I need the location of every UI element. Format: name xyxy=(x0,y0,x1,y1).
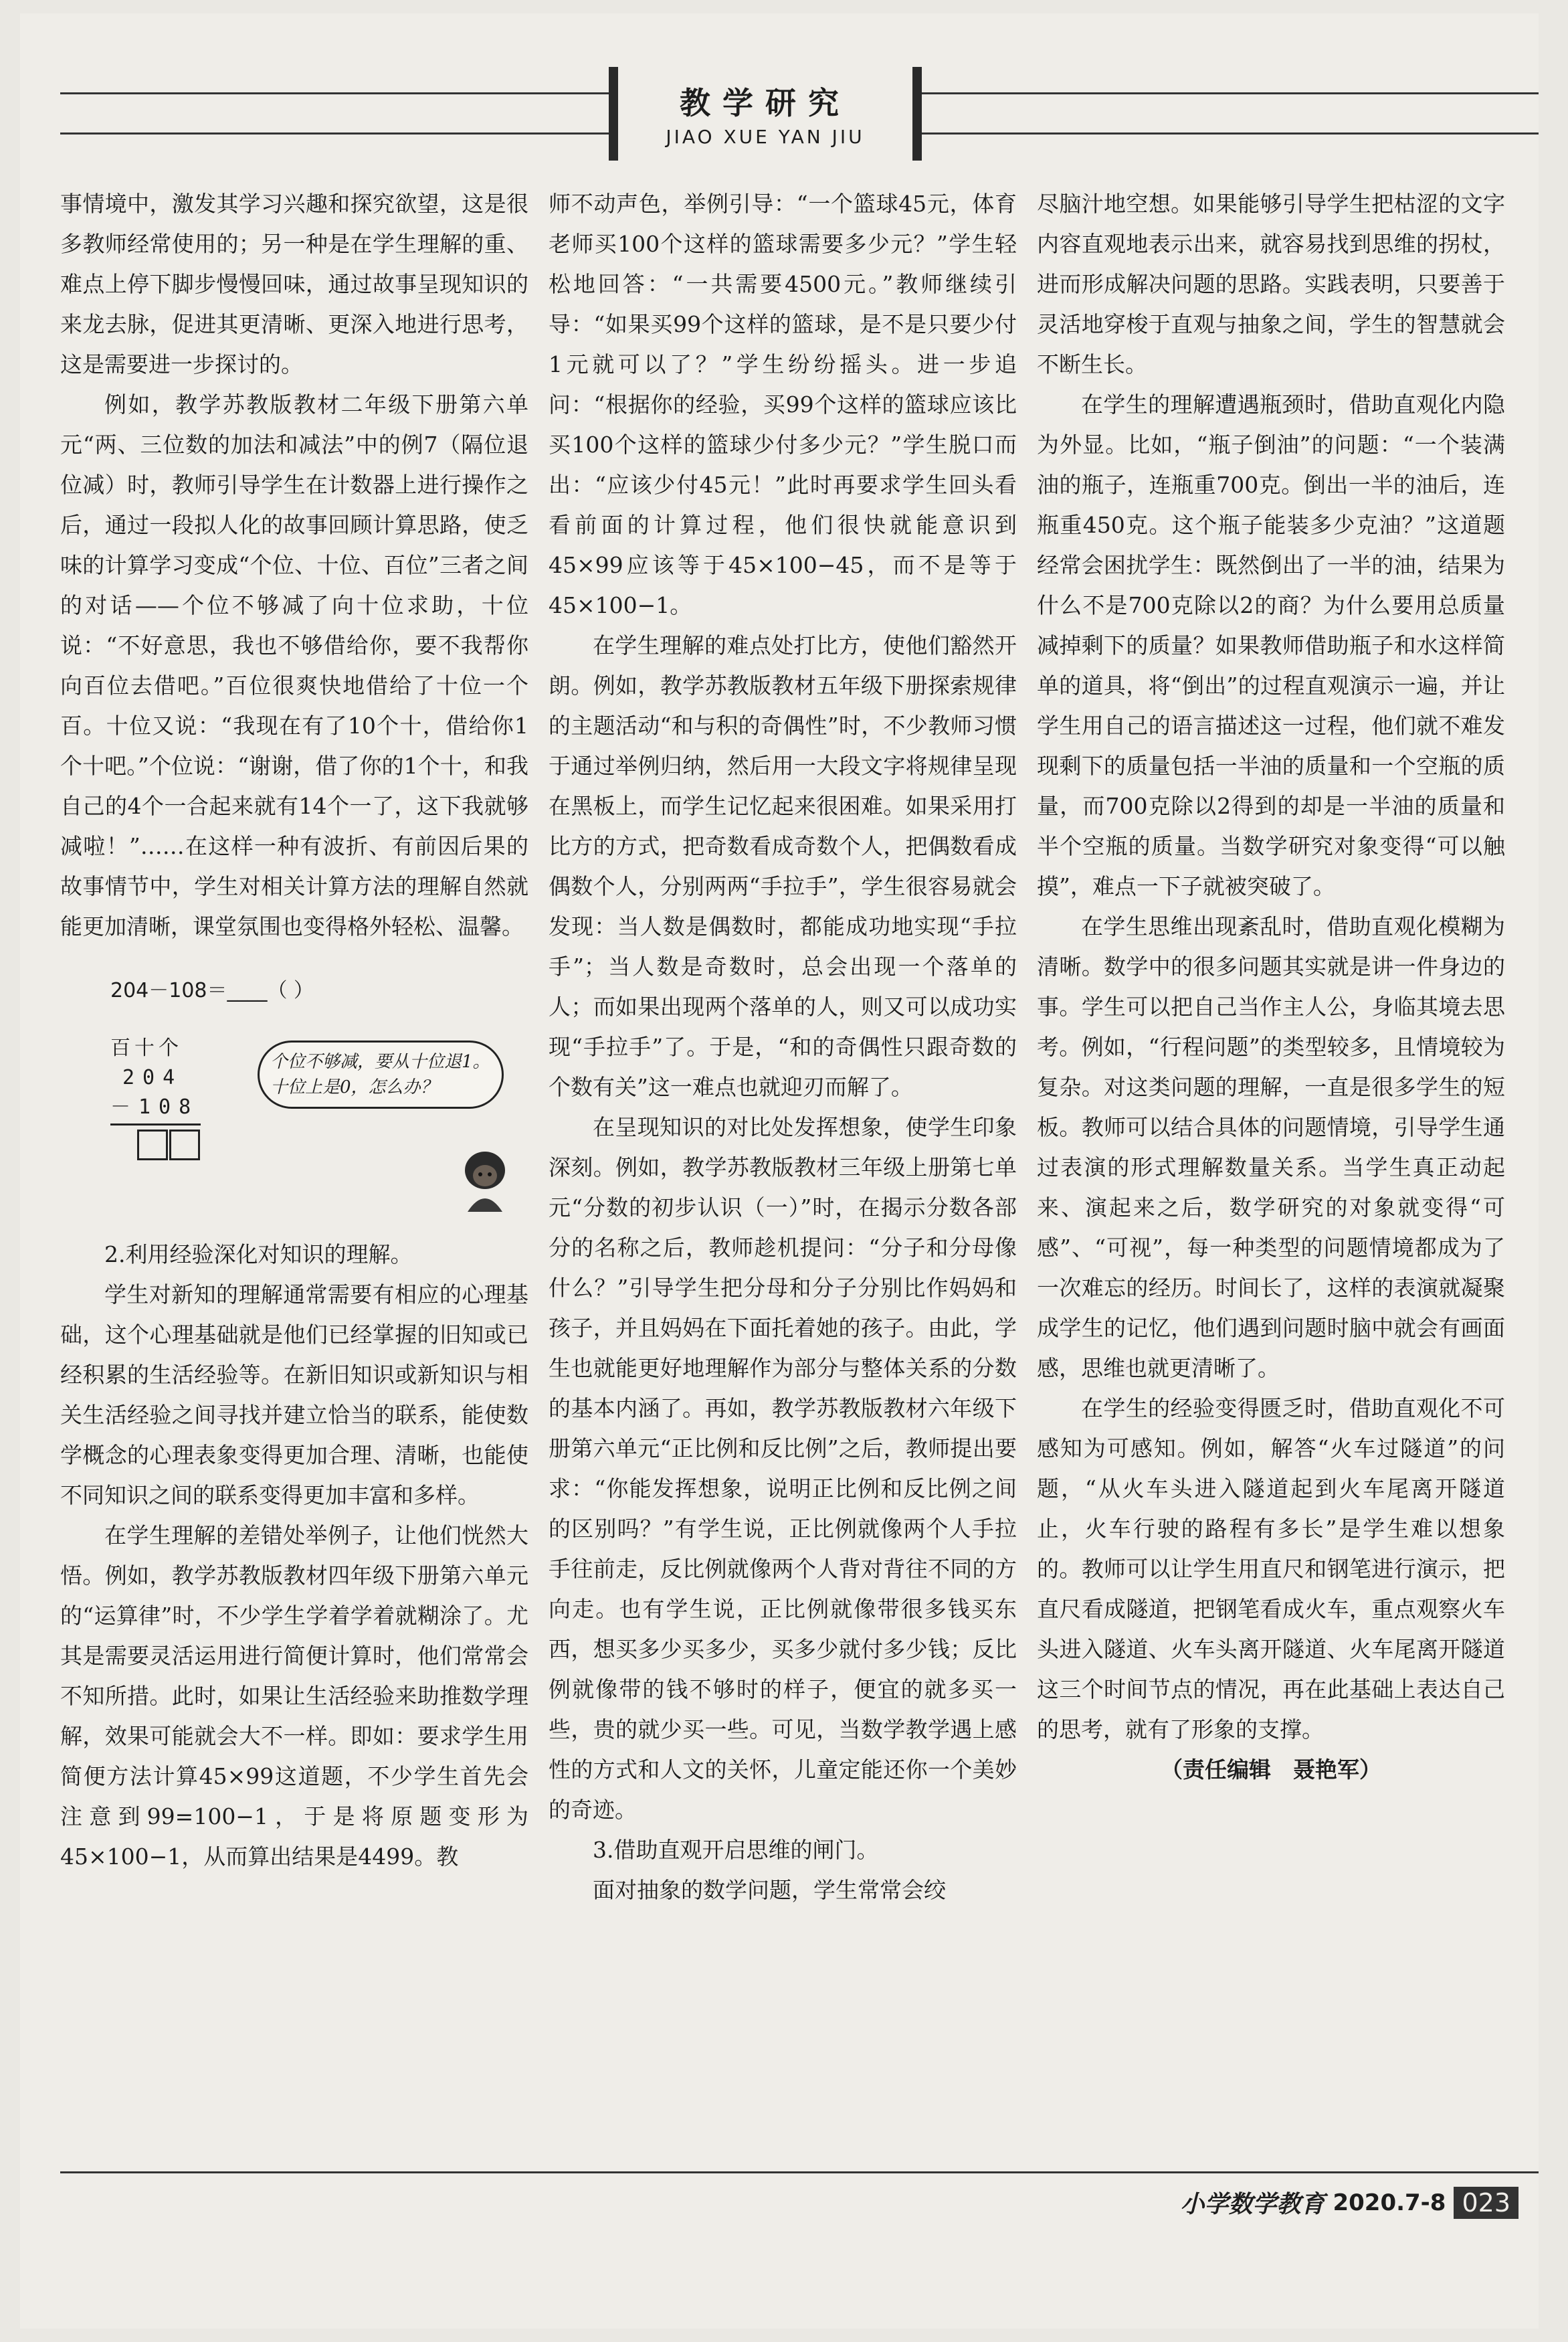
paragraph: 在学生理解的难点处打比方，使他们豁然开朗。例如，教学苏教版教材五年级下册探索规律的主题活动“和与积的奇偶性”时，不少教师习惯于通过举例归纳，然后用一大段文字将规律呈现在黑板上，而学生记忆起来很困难。如果采用打比方的方式，把奇数看成奇数个人，把偶数看成偶数个人，分别两两“手拉手”，学生很容易就会发现：当人数是偶数时，都能成功地实现“手拉手”；当人数是奇数时，总会出现一个落单的人；而如果出现两个落单的人，则又可以成功实现“手拉手”了。于是，“和的奇偶性只跟奇数的个数有关”这一难点也就迎刃而解了。 xyxy=(549,632,1017,1100)
page-number: 023 xyxy=(1454,2187,1518,2219)
paragraph: 面对抽象的数学问题，学生常常会绞 xyxy=(593,1877,946,1903)
column-3 xyxy=(1037,184,1505,1790)
paragraph: 师不动声色，举例引导：“一个篮球45元，体育老师买100个这样的篮球需要多少元？”学生轻松地回答：“一共需要4500元。”教师继续引导：“如果买99个这样的篮球，是不是只要少付1元就可以了？”学生纷纷摇头。进一步追问：“根据你的经验，买99个这样的篮球应该比买100个这样的篮球少付多少元？”学生脱口而出：“应该少付45元！”此时再要求学生回头看看前面的计算过程，他们很快就能意识到45×99应该等于45×100−45，而不是等于45×100−1。 xyxy=(549,191,1017,618)
subsection-heading: 2.利用经验深化对知识的理解。 xyxy=(104,1241,413,1267)
paragraph: 在呈现知识的对比处发挥想象，使学生印象深刻。例如，教学苏教版教材三年级上册第七单元“分数的初步认识（一）”时，在揭示分数各部分的名称之后，教师趁机提问：“分子和分母像什么？”引导学生把分母和分子分别比作妈妈和孩子，并且妈妈在下面托着她的孩子。由此，学生也就能更好地理解作为部分与整体关系的分数的基本内涵了。再如，教学苏教版教材六年级下册第六单元“正比例和反比例”之后，教师提出要求：“你能发挥想象，说明正比例和反比例之间的区别吗？”有学生说，正比例就像两个人手拉手往前走，反比例就像两个人背对背往不同的方向走。也有学生说，正比例就像带很多钱买东西，想买多少买多少，买多少就付多少钱；反比例就像带的钱不够时的样子，便宜的就多买一些，贵的就少买一些。可见，当数学教学遇上感性的方式和人文的关怀，儿童定能还你一个美妙的奇迹。 xyxy=(549,1114,1017,1823)
section-header xyxy=(609,67,922,161)
footer-rule xyxy=(60,2171,1539,2173)
responsible-editor: （责任编辑 聂艳军） xyxy=(1161,1756,1381,1783)
paragraph: 例如，教学苏教版教材二年级下册第六单元“两、三位数的加法和减法”中的例7（隔位退位减）时，教师引导学生在计数器上进行操作之后，通过一段拟人化的故事回顾计算思路，使乏味的计算学习变成“个位、十位、百位”三者之间的对话——个位不够减了向十位求助，十位说：“不好意思，我也不够借给你，要不我帮你向百位去借吧。”百位很爽快地借给了十位一个百。十位又说：“我现在有了10个十，借给你1个十吧。”个位说：“谢谢，借了你的1个十，和我自己的4个一合起来就有14个一了，这下我就够减啦！”……在这样一种有波折、有前因后果的故事情节中，学生对相关计算方法的理解自然就能更加清晰，课堂氛围也变得格外轻松、温馨。 xyxy=(60,391,528,939)
paragraph: 在学生的经验变得匮乏时，借助直观化不可感知为可感知。例如，解答“火车过隧道”的问题，“从火车头进入隧道起到火车尾离开隧道止，火车行驶的路程有多长”是学生难以想象的。教师可以让学生用直尺和钢笔进行演示，把直尺看成隧道，把钢笔看成火车，重点观察火车头进入隧道、火车头离开隧道、火车尾离开隧道这三个时间节点的情况，再在此基础上表达自己的思考，就有了形象的支撑。 xyxy=(1037,1395,1505,1742)
place-value-header: 百十个 xyxy=(110,1037,183,1060)
issue-number: 2020.7-8 xyxy=(1333,2189,1446,2216)
section-title: 教学研究 xyxy=(680,85,851,121)
subsection-heading: 3.借助直观开启思维的闸门。 xyxy=(593,1837,879,1863)
subtraction-figure xyxy=(60,947,528,1235)
paragraph: 学生对新知的理解通常需要有相应的心理基础，这个心理基础就是他们已经掌握的旧知或已经积累的生活经验等。在新旧知识或新知识与相关生活经验之间寻找并建立恰当的联系，能使数学概念的心理表象变得更加合理、清晰，也能使不同知识之间的联系变得更加丰富和多样。 xyxy=(60,1281,528,1508)
page xyxy=(20,13,1539,2329)
journal-name: 小学数学教育 xyxy=(1180,2190,1325,2218)
vertical-subtraction xyxy=(110,1034,201,1160)
sum-line xyxy=(110,1123,201,1125)
answer-boxes xyxy=(137,1130,201,1160)
subtrahend: －108 xyxy=(110,1095,199,1119)
speech-bubble: 个位不够减，要从十位退1。十位上是0，怎么办？ xyxy=(258,1041,504,1109)
minuend: 204 xyxy=(122,1066,183,1089)
paragraph: 事情境中，激发其学习兴趣和探究欲望，这是很多教师经常使用的；另一种是在学生理解的重、难点上停下脚步慢慢回味，通过故事呈现知识的来龙去脉，促进其更清晰、更深入地进行思考，这是需要进一步探讨的。 xyxy=(60,191,528,377)
paragraph: 在学生的理解遭遇瓶颈时，借助直观化内隐为外显。比如，“瓶子倒油”的问题：“一个装满油的瓶子，连瓶重700克。倒出一半的油后，连瓶重450克。这个瓶子能装多少克油？”这道题经常会困扰学生：既然倒出了一半的油，结果为什么不是700克除以2的商？为什么要用总质量减掉剩下的质量？如果教师借助瓶子和水这样简单的道具，将“倒出”的过程直观演示一遍，并让学生用自己的语言描述这一过程，他们就不难发现剩下的质量包括一半油的质量和一个空瓶的质量，而700克除以2得到的却是一半油的质量和半个空瓶的质量。当数学研究对象变得“可以触摸”，难点一下子就被突破了。 xyxy=(1037,391,1505,899)
column-1 xyxy=(60,184,528,1877)
page-footer xyxy=(1180,2185,1518,2220)
paragraph: 在学生思维出现紊乱时，借助直观化模糊为清晰。数学中的很多问题其实就是讲一件身边的事。学生可以把自己当作主人公，身临其境去思考。例如，“行程问题”的类型较多，且情境较为复杂。对这类问题的理解，一直是很多学生的短板。教师可以结合具体的问题情境，引导学生通过表演的形式理解数量关系。当学生真正动起来、演起来之后，数学研究的对象就变得“可感”、“可视”，每一种类型的问题情境都成为了一次难忘的经历。时间长了，这样的表演就凝聚成学生的记忆，他们遇到问题时脑中就会有画面感，思维也就更清晰了。 xyxy=(1037,913,1505,1381)
paragraph: 尽脑汁地空想。如果能够引导学生把枯涩的文字内容直观地表示出来，就容易找到思维的拐杖，进而形成解决问题的思路。实践表明，只要善于灵活地穿梭于直观与抽象之间，学生的智慧就会不断生长。 xyxy=(1037,191,1505,377)
answer-box xyxy=(169,1130,200,1160)
answer-box xyxy=(137,1130,168,1160)
child-illustration-icon xyxy=(458,1148,512,1212)
column-2 xyxy=(549,184,1017,1910)
paragraph: 在学生理解的差错处举例子，让他们恍然大悟。例如，教学苏教版教材四年级下册第六单元的“运算律”时，不少学生学着学着就糊涂了。尤其是需要灵活运用进行简便计算时，他们常常会不知所措。此时，如果让生活经验来助推数学理解，效果可能就会大不一样。即如：要求学生用简便方法计算45×99这道题，不少学生首先会注意到99=100−1，于是将原题变形为45×100−1，从而算出结果是4499。教 xyxy=(60,1522,528,1870)
section-subtitle: JIAO XUE YAN JIU xyxy=(666,126,865,148)
figure-equation: 204－108＝____（ ） xyxy=(110,979,314,1002)
